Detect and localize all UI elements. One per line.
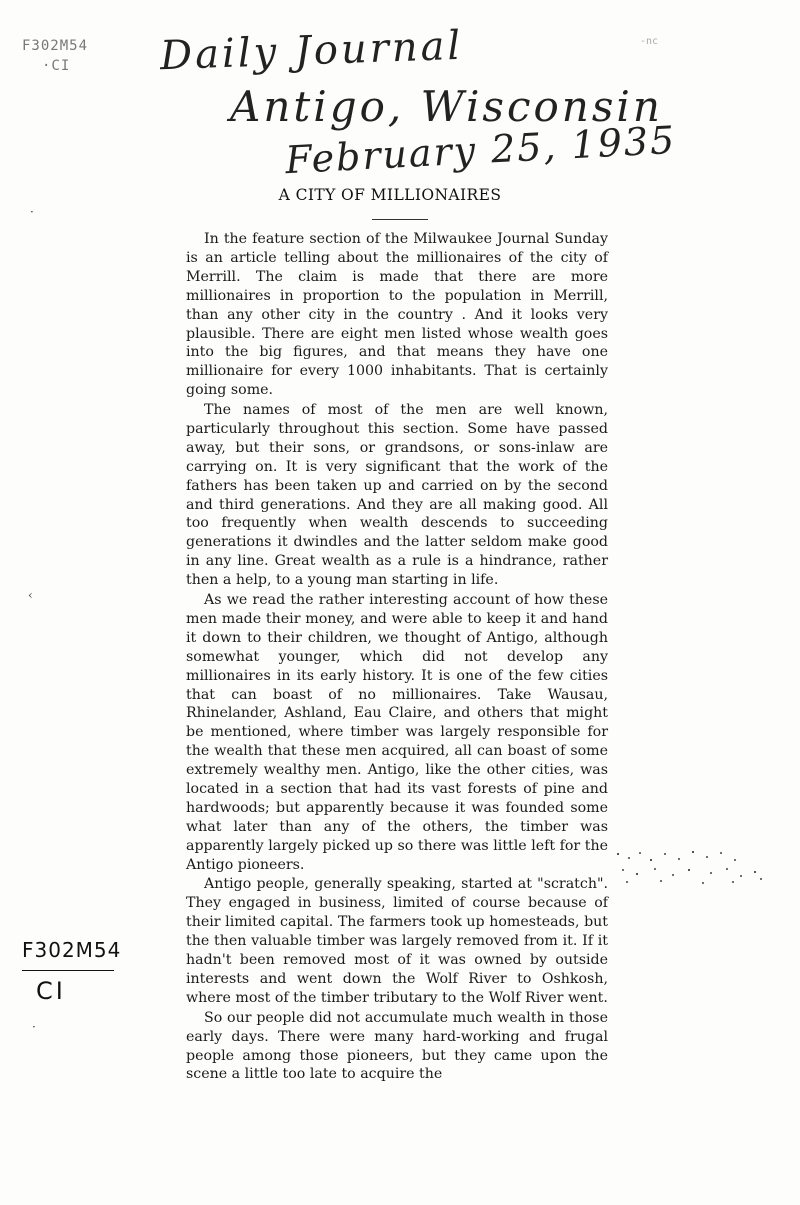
article-title: A CITY OF MILLIONAIRES [278,186,502,204]
article-body [186,230,608,1085]
archive-stamp-top-left [22,36,88,76]
scan-speck: ‹ [28,588,33,602]
article-paragraph: In the feature section of the Milwaukee Journal Sunday is an article telling about the millionaires of the city of Merrill. The claim is made that there are more millionaires in proportion to the population in Merrill, than any other city in the country . And it looks very plausible. There are eight men listed whose wealth goes into the big figures, and that means they have one millionaire for every 1000 inhabitants. That is certainly going some. [186,231,608,399]
handwritten-location: Antigo, Wisconsin [230,82,663,131]
article-paragraph: So our people did not accumulate much wealth in those early days. There were many hard-working and frugal people among those pioneers, but they came upon the scene a little too late to acquire the [186,1009,608,1083]
article-paragraph: Antigo people, generally speaking, started at "scratch". They engaged in business, limited of course because of their limited capital. The farmers took up homesteads, but the then valuable timber was largely removed from it. If it hadn't been removed most of it was owned by outside interests and went down the Wolf River to Oshkosh, where most of the timber tributary to the Wolf River went. [186,876,608,1006]
stamp-side-suffix: CI [36,977,66,1005]
scan-speckle-dots [615,848,765,888]
stamp-side-code: F302M54 [22,930,114,971]
stamp-code: F302M54 [22,38,89,54]
archive-stamp-side [22,930,122,1011]
handwritten-date: February 25, 1935 [284,117,678,183]
scan-speck: · [30,205,34,219]
article-paragraph: As we read the rather interesting account of how these men made their money, and were able to keep it and hand it down to their children, we thought of Antigo, although somewhat younger, which did not develop any millionaires in its early history. It is one of the few cities that can boast of no millionaires. Take Wausau, Rhinelander, Ashland, Eau Claire, and others that might be mentioned, where timber was largely responsible for the wealth that these men acquired, all can boast of some extremely wealthy men. Antigo, like the other cities, was located in a section that had its vast forests of pine and hardwoods; but apparently because it was founded some what later than any of the others, the timber was apparently largely picked up so there was little left for the Antigo pioneers. [186,592,608,873]
archive-stamp-top-right: -nc [640,36,659,47]
stamp-suffix: ·CI [42,58,71,74]
handwritten-newspaper-name: Daily Journal [159,22,464,80]
title-divider [372,219,428,220]
scan-speck: · [32,1020,36,1034]
article-paragraph: The names of most of the men are well known, particularly throughout this section. Some have passed away, but their sons, or grandsons, or sons-inlaw are carrying on. It is very significant that the work of the fathers has been taken up and carried on by the second and third generations. And they are all making good. All too frequently when wealth descends to succeeding generations it dwindles and the latter seldom make good in any line. Great wealth as a rule is a hindrance, rather then a help, to a young man starting in life. [186,402,608,589]
